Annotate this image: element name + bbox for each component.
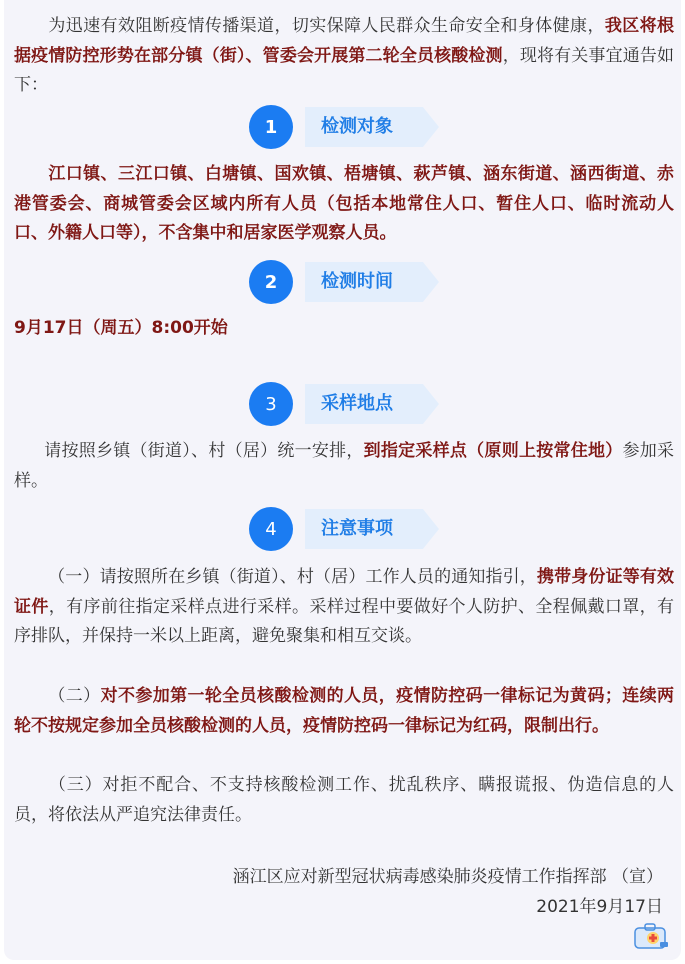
section-number-badge: 1 <box>249 105 293 149</box>
time-paragraph <box>14 314 674 344</box>
notice-card <box>4 0 681 960</box>
medical-kit-icon <box>634 922 670 950</box>
location-text-end: 参加采样。 <box>14 441 675 491</box>
intro-emphasis: 我区将根据疫情防控形势在部分镇（街）、管委会开展第二轮全员核酸检测 <box>14 16 675 66</box>
signature-org: 涵江区应对新型冠状病毒感染肺炎疫情工作指挥部 （宣） <box>232 867 663 887</box>
intro-paragraph <box>14 12 674 101</box>
section-title: 采样地点 <box>321 393 393 414</box>
note-2-paragraph <box>14 682 674 741</box>
note-2-prefix: （二） <box>48 686 101 706</box>
intro-text-end: ，现将有关事宜通告如下： <box>14 45 675 95</box>
section-number-badge: 4 <box>249 507 293 551</box>
section-number-badge: 2 <box>249 260 293 304</box>
section-title: 检测对象 <box>321 116 393 137</box>
note-1-text-end: ，有序前往指定采样点进行采样。采样过程中要做好个人防护、全程佩戴口罩，有序排队，并保持一米以上距离，避免聚集和相互交谈。 <box>14 596 675 646</box>
section-4-header <box>249 507 449 551</box>
note-3-paragraph <box>14 771 674 830</box>
location-paragraph <box>14 437 674 496</box>
section-title: 检测时间 <box>321 271 393 292</box>
section-1-header <box>249 105 449 149</box>
section-2-header <box>249 260 449 304</box>
note-1-emphasis: 携带身份证等有效证件 <box>14 567 675 617</box>
section-title: 注意事项 <box>321 518 393 539</box>
note-1-text: （一）请按照所在乡镇（街道）、村（居）工作人员的通知指引， <box>48 567 537 587</box>
note-1-paragraph <box>14 563 674 652</box>
location-emphasis: 到指定采样点（原则上按常住地） <box>363 441 623 461</box>
targets-paragraph <box>14 160 674 249</box>
location-text: 请按照乡镇（街道）、村（居）统一安排， <box>44 441 364 461</box>
note-2-emphasis: 对不参加第一轮全员核酸检测的人员，疫情防控码一律标记为黄码；连续两轮不按规定参加全员核酸检测的人员，疫情防控码一律标记为红码，限制出行。 <box>14 686 675 736</box>
section-3-header <box>249 382 449 426</box>
note-3-text: （三）对拒不配合、不支持核酸检测工作、扰乱秩序、瞒报谎报、伪造信息的人员，将依法从严追究法律责任。 <box>14 775 674 825</box>
targets-text: 江口镇、三江口镇、白塘镇、国欢镇、梧塘镇、萩芦镇、涵东街道、涵西街道、赤港管委会、商城管委会区域内所有人员（包括本地常住人口、暂住人口、临时流动人口、外籍人口等），不含集中和居家医学观察人员。 <box>14 164 674 243</box>
time-text: 9月17日（周五）8:00开始 <box>14 318 228 338</box>
intro-text: 为迅速有效阻断疫情传播渠道，切实保障人民群众生命安全和身体健康， <box>48 16 605 36</box>
signature-date: 2021年9月17日 <box>536 897 663 917</box>
section-number-badge: 3 <box>249 382 293 426</box>
